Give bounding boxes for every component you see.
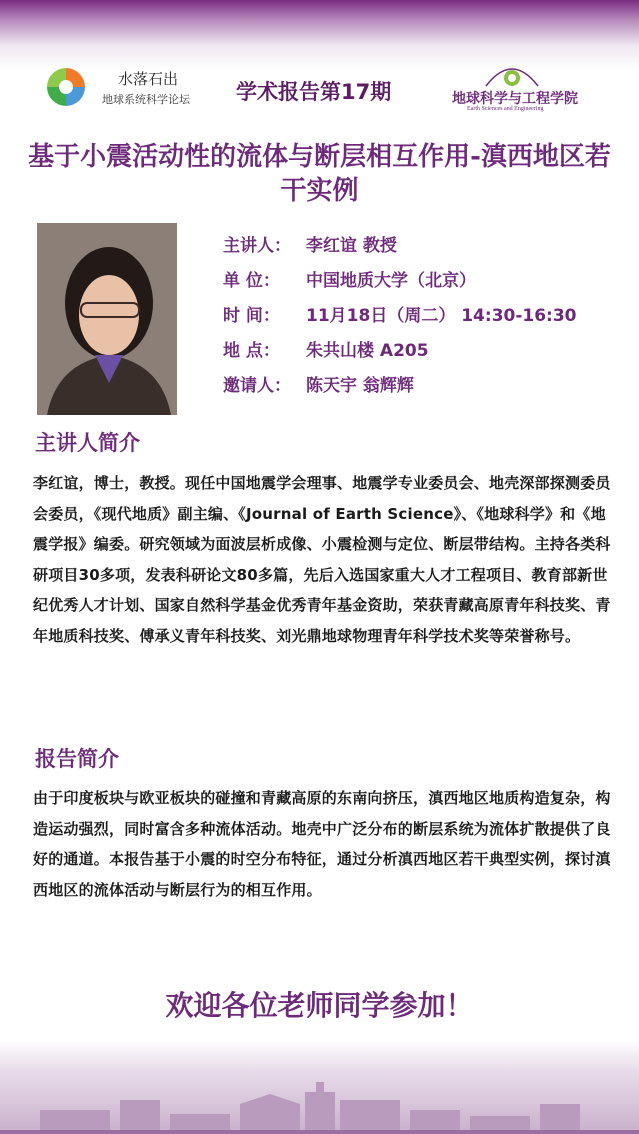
- campus-skyline-icon: [0, 1070, 639, 1134]
- talk-info: [223, 233, 577, 408]
- info-time: [223, 303, 577, 338]
- header: [0, 58, 639, 118]
- info-label: 时 间：: [223, 306, 280, 326]
- school-emblem-icon: [480, 58, 544, 90]
- speaker-bio: 李红谊，博士，教授。现任中国地震学会理事、地震学专业委员会、地壳深部探测委员会委员，《现代地质》副主编、《Journal of Earth Science》、《地球科学》和《地震学报》编委。研究领域为面波层析成像、小震检测与定位、断层带结构。主持各类科研项目30多项，发表科研论文80多篇，先后入选国家重大人才工程项目、教育部新世纪优秀人才计划、国家自然科学基金优秀青年基金资助，荣获青藏高原青年科技奖、青年地质科技奖、傅承义青年科技奖、刘光鼎地球物理青年科学技术奖等荣誉称号。: [33, 474, 611, 645]
- info-label: 地 点：: [223, 341, 280, 361]
- issue-title: 学术报告第17期: [236, 80, 392, 104]
- report-section-title: 报告简介: [35, 747, 119, 771]
- forum-name: 水落石出: [118, 70, 179, 88]
- info-affiliation: [223, 268, 577, 303]
- talk-title: 基于小震活动性的流体与断层相互作用-滇西地区若干实例: [28, 142, 611, 206]
- info-value: 李红谊 教授: [306, 236, 397, 256]
- speaker-photo: [37, 223, 177, 415]
- school-name: 地球科学与工程学院: [452, 91, 578, 107]
- report-abstract: 由于印度板块与欧亚板块的碰撞和青藏高原的东南向挤压，滇西地区地质构造复杂，构造运动强烈，同时富含多种流体活动。地壳中广泛分布的断层系统为流体扩散提供了良好的通道。本报告基于小震的时空分布特征，通过分析滇西地区若干典型实例，探讨滇西地区的流体活动与断层行为的相互作用。: [33, 789, 611, 899]
- info-value: 朱共山楼 A205: [306, 341, 429, 361]
- info-label: 主讲人：: [223, 236, 291, 256]
- speaker-portrait-icon: [37, 223, 177, 415]
- welcome-message: 欢迎各位老师同学参加！: [165, 989, 474, 1022]
- forum-logo-icon: [45, 66, 87, 108]
- info-label: 单 位：: [223, 271, 280, 291]
- info-speaker: [223, 233, 577, 268]
- school-subtitle: Earth Sciences and Engineering: [467, 106, 544, 112]
- info-value: 中国地质大学（北京）: [306, 271, 476, 291]
- info-value: 11月18日（周二） 14:30-16:30: [306, 306, 577, 326]
- info-label: 邀请人：: [223, 376, 291, 396]
- forum-subtitle: 地球系统科学论坛: [102, 93, 190, 106]
- info-value: 陈天宇 翁辉辉: [306, 376, 414, 396]
- info-host: [223, 373, 577, 408]
- speaker-section-title: 主讲人简介: [35, 431, 140, 455]
- info-location: [223, 338, 577, 373]
